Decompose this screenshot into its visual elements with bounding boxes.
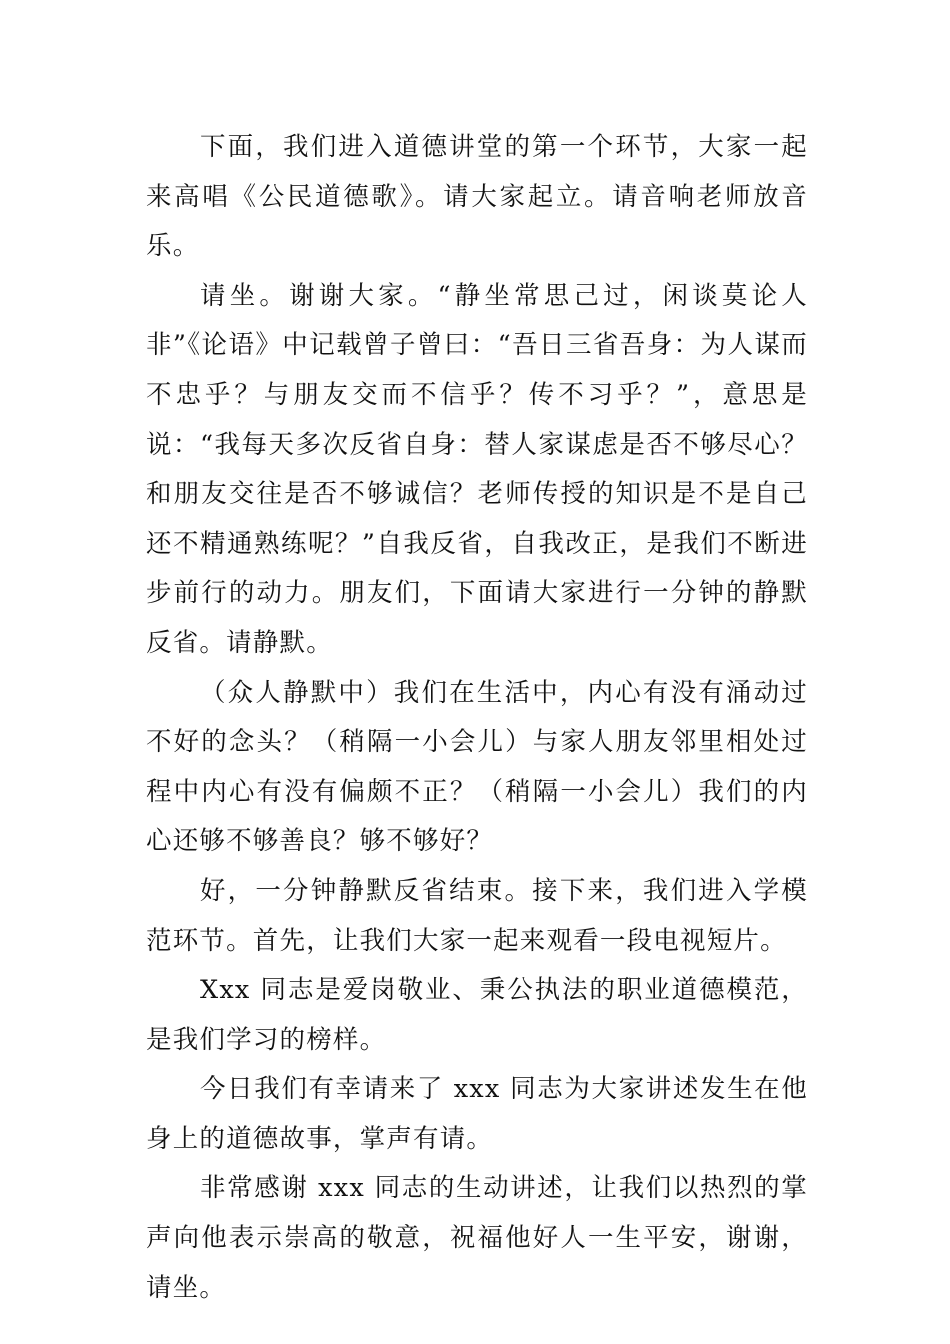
document-body [146, 123, 808, 1313]
paragraph-reflection: 请坐。谢谢大家。“静坐常思己过，闲谈莫论人非”《论语》中记载曾子曾曰：“吾日三省吾身：为人谋而不忠乎？与朋友交而不信乎？传不习乎？”，意思是说：“我每天多次反省自身：替人家谋虑是否不够尽心？和朋友交往是否不够诚信？老师传授的知识是不是自己还不精通熟练呢？”自我反省，自我改正，是我们不断进步前行的动力。朋友们，下面请大家进行一分钟的静默反省。请静默。 [146, 280, 808, 658]
paragraph-silence: （众人静默中）我们在生活中，内心有没有涌动过不好的念头？（稍隔一小会儿）与家人朋友邻里相处过程中内心有没有偏颇不正？（稍隔一小会儿）我们的内心还够不够善良？够不够好？ [146, 677, 808, 857]
paragraph-role-model: 好，一分钟静默反省结束。接下来，我们进入学模范环节。首先，让我们大家一起来观看一段电视短片。 [146, 875, 808, 956]
paragraph-thanks: 非常感谢 xxx 同志的生动讲述，让我们以热烈的掌声向他表示崇高的敬意，祝福他好人一生平安，谢谢，请坐。 [146, 1173, 808, 1303]
paragraph-invitation: 今日我们有幸请来了 xxx 同志为大家讲述发生在他身上的道德故事，掌声有请。 [146, 1074, 808, 1154]
paragraph-introduction: Xxx 同志是爱岗敬业、秉公执法的职业道德模范，是我们学习的榜样。 [146, 975, 808, 1055]
paragraph-opening: 下面，我们进入道德讲堂的第一个环节，大家一起来高唱《公民道德歌》。请大家起立。请音响老师放音乐。 [146, 132, 808, 262]
